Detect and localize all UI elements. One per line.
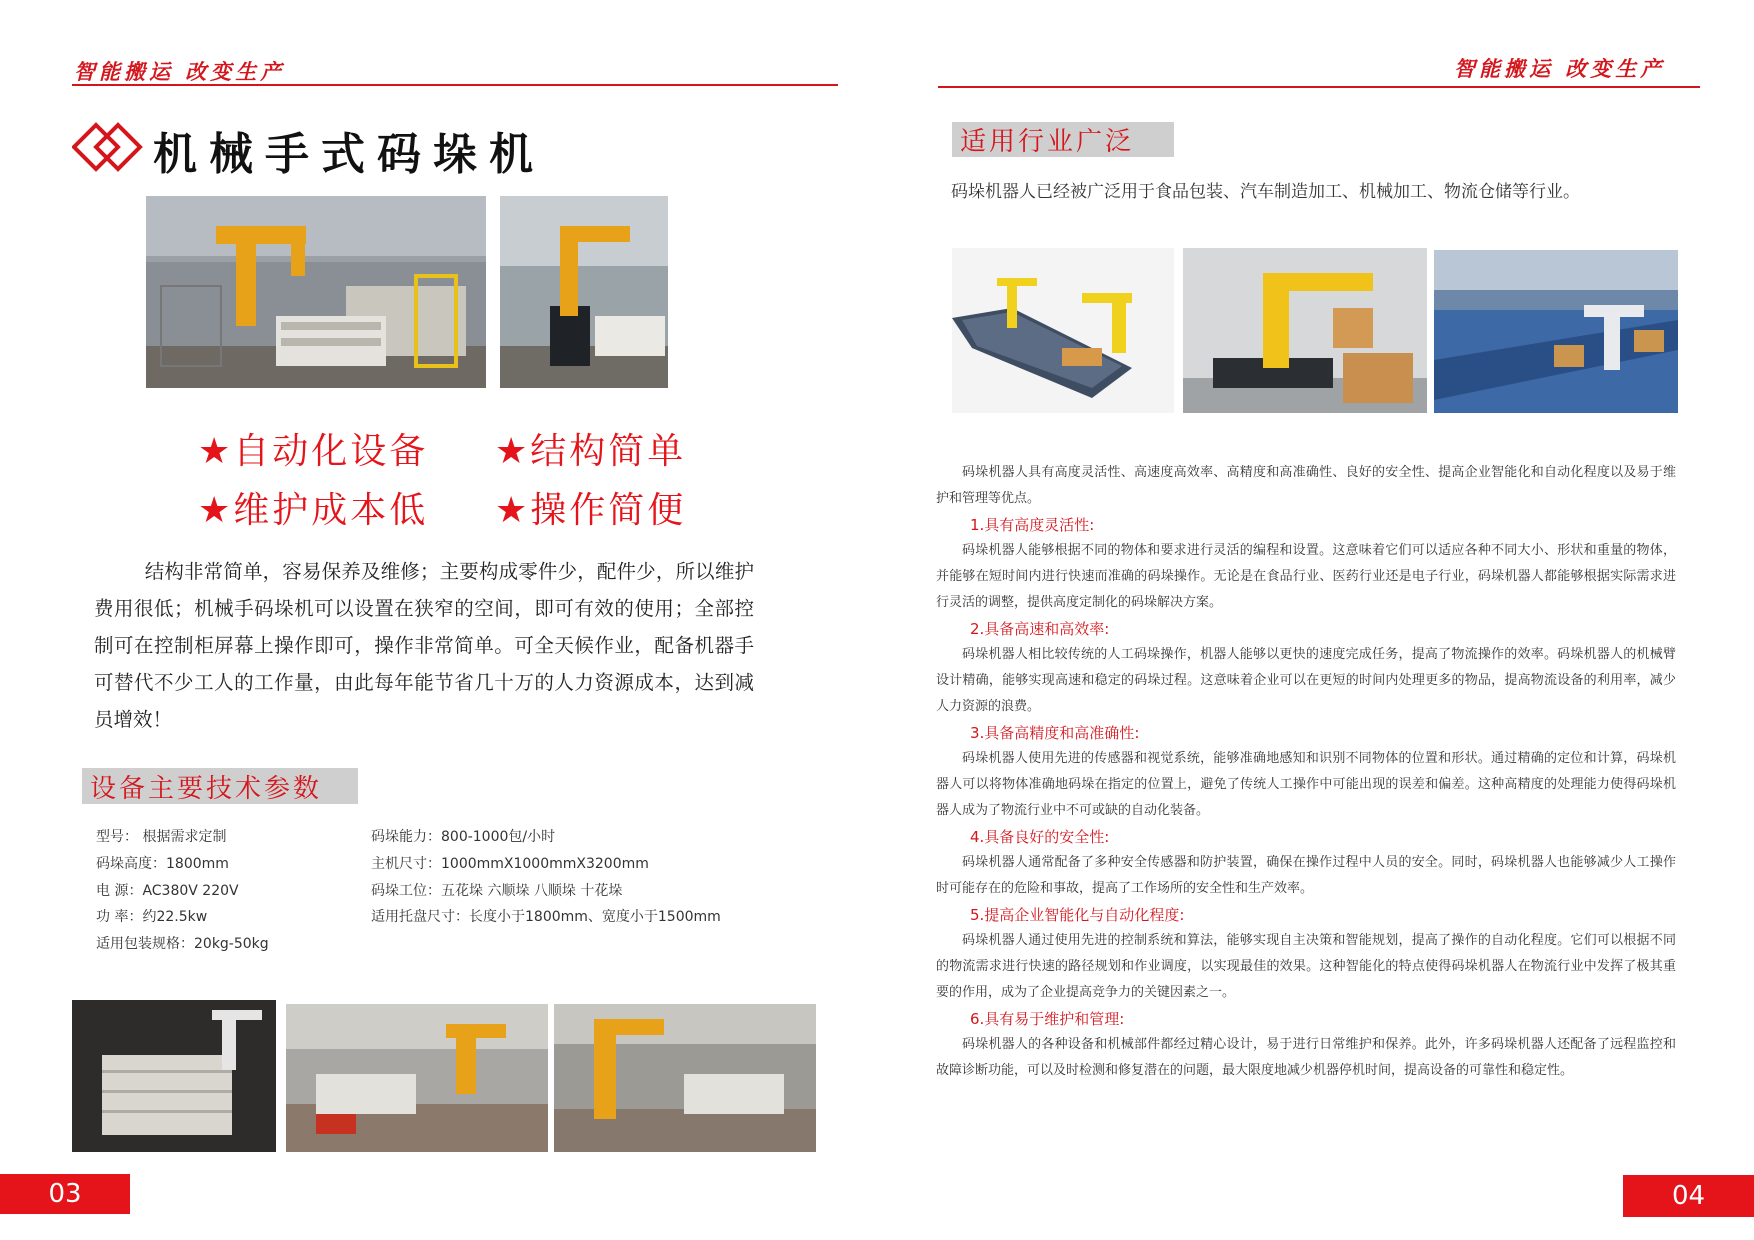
bottom-photo-1 <box>72 1000 276 1152</box>
spec-capacity: 码垛能力：800-1000包/小时 <box>371 829 556 845</box>
header-rule-right <box>938 86 1700 88</box>
diamond-logo-icon <box>72 122 144 172</box>
bottom-photo-3 <box>554 1004 816 1152</box>
feature-low-maintenance: ★维护成本低 <box>198 490 429 531</box>
industry-heading: 适用行业广泛 <box>952 122 1174 157</box>
advantage-4-text: 码垛机器人通常配备了多种安全传感器和防护装置，确保在操作过程中人员的安全。同时，码垛机器人也能够减少人工操作时可能存在的危险和事故，提高了工作场所的安全性和生产效率。 <box>936 855 1676 896</box>
advantage-5-text: 码垛机器人通过使用先进的控制系统和算法，能够实现自主决策和智能规划，提高了操作的自动化程度。它们可以根据不同的物流需求进行快速的路径规划和作业调度，以实现最佳的效果。这种智能化的特点使得码垛机器人在物流行业中发挥了极其重要的作用，成为了企业提高竞争力的关键因素之一。 <box>936 933 1676 1000</box>
industry-photo-2 <box>1183 248 1427 413</box>
spec-model: 型号： 根据需求定制 <box>96 829 227 845</box>
industry-photo-1 <box>952 248 1174 413</box>
header-rule-left <box>72 84 838 86</box>
advantage-4 <box>936 824 1676 902</box>
advantage-1 <box>936 512 1676 616</box>
spec-heading: 设备主要技术参数 <box>82 768 358 804</box>
advantage-3 <box>936 720 1676 824</box>
advantage-4-title: 4.具备良好的安全性: <box>970 828 1110 846</box>
slogan-right: 智能搬运 改变生产 <box>1454 57 1666 81</box>
advantage-6 <box>936 1006 1676 1084</box>
description-paragraph: 结构非常简单，容易保养及维修；主要构成零件少，配件少，所以维护费用很低；机械手码垛机可以设置在狭窄的空间，即可有效的使用；全部控制可在控制柜屏幕上操作即可，操作非常简单。可全天候作业，配备机器手可替代不少工人的工作量，由此每年能节省几十万的人力资源成本，达到减员增效！ <box>94 560 754 731</box>
industry-photo-3 <box>1434 250 1678 413</box>
feature-easy-operation: ★操作简便 <box>495 490 687 531</box>
advantage-5-title: 5.提高企业智能化与自动化程度: <box>970 906 1185 924</box>
advantage-3-text: 码垛机器人使用先进的传感器和视觉系统，能够准确地感知和识别不同物体的位置和形状。通过精确的定位和计算，码垛机器人可以将物体准确地码垛在指定的位置上，避免了传统人工操作中可能出现的误差和偏差。这种高精度的处理能力使得码垛机器人成为了物流行业中不可或缺的自动化装备。 <box>936 751 1676 818</box>
advantage-2-title: 2.具备高速和高效率: <box>970 620 1110 638</box>
advantage-5 <box>936 902 1676 1006</box>
advantage-6-text: 码垛机器人的各种设备和机械部件都经过精心设计，易于进行日常维护和保养。此外，许多码垛机器人还配备了远程监控和故障诊断功能，可以及时检测和修复潜在的问题，最大限度地减少机器停机时间，提高设备的可靠性和稳定性。 <box>936 1037 1676 1078</box>
advantage-6-title: 6.具有易于维护和管理: <box>970 1010 1125 1028</box>
feature-simple-structure: ★结构简单 <box>495 431 687 472</box>
advantage-1-text: 码垛机器人能够根据不同的物体和要求进行灵活的编程和设置。这意味着它们可以适应各种不同大小、形状和重量的物体，并能够在短时间内进行快速而准确的码垛操作。无论是在食品行业、医药行业还是电子行业，码垛机器人都能够根据实际需求进行灵活的调整，提供高度定制化的码垛解决方案。 <box>936 543 1676 610</box>
advantage-2-text: 码垛机器人相比较传统的人工码垛操作，机器人能够以更快的速度完成任务，提高了物流操作的效率。码垛机器人的机械臂设计精确，能够实现高速和稳定的码垛过程。这意味着企业可以在更短的时间内处理更多的物品，提高物流设备的利用率，减少人力资源的浪费。 <box>936 647 1676 714</box>
slogan-left: 智能搬运 改变生产 <box>74 60 286 84</box>
bottom-photo-2 <box>286 1004 548 1152</box>
page-number-right: 04 <box>1623 1175 1754 1217</box>
industry-text: 码垛机器人已经被广泛用于食品包装、汽车制造加工、机械加工、物流仓储等行业。 <box>951 182 1580 202</box>
intro-paragraph: 码垛机器人具有高度灵活性、高速度高效率、高精度和高准确性、良好的安全性、提高企业智能化和自动化程度以及易于维护和管理等优点。 <box>936 465 1676 506</box>
advantage-3-title: 3.具备高精度和高准确性: <box>970 724 1140 742</box>
palletizer-photo-2 <box>500 196 668 388</box>
page-number-left: 03 <box>0 1174 130 1214</box>
page-title: 机械手式码垛机 <box>153 129 545 180</box>
spec-stations: 码垛工位：五花垛 六顺垛 八顺垛 十花垛 <box>371 883 623 899</box>
advantages-block <box>936 460 1676 1084</box>
spec-power-supply: 电 源：AC380V 220V <box>96 883 239 899</box>
spec-power: 功 率：约22.5kw <box>96 909 208 925</box>
advantage-2 <box>936 616 1676 720</box>
spec-height: 码垛高度：1800mm <box>96 856 229 872</box>
spec-pallet-size: 适用托盘尺寸：长度小于1800mm、宽度小于1500mm <box>371 909 721 925</box>
advantage-1-title: 1.具有高度灵活性: <box>970 516 1095 534</box>
palletizer-photo-1 <box>146 196 486 388</box>
feature-automation: ★自动化设备 <box>198 431 429 472</box>
spec-dimensions: 主机尺寸：1000mmX1000mmX3200mm <box>371 856 649 872</box>
spec-package: 适用包装规格：20kg-50kg <box>96 936 269 952</box>
